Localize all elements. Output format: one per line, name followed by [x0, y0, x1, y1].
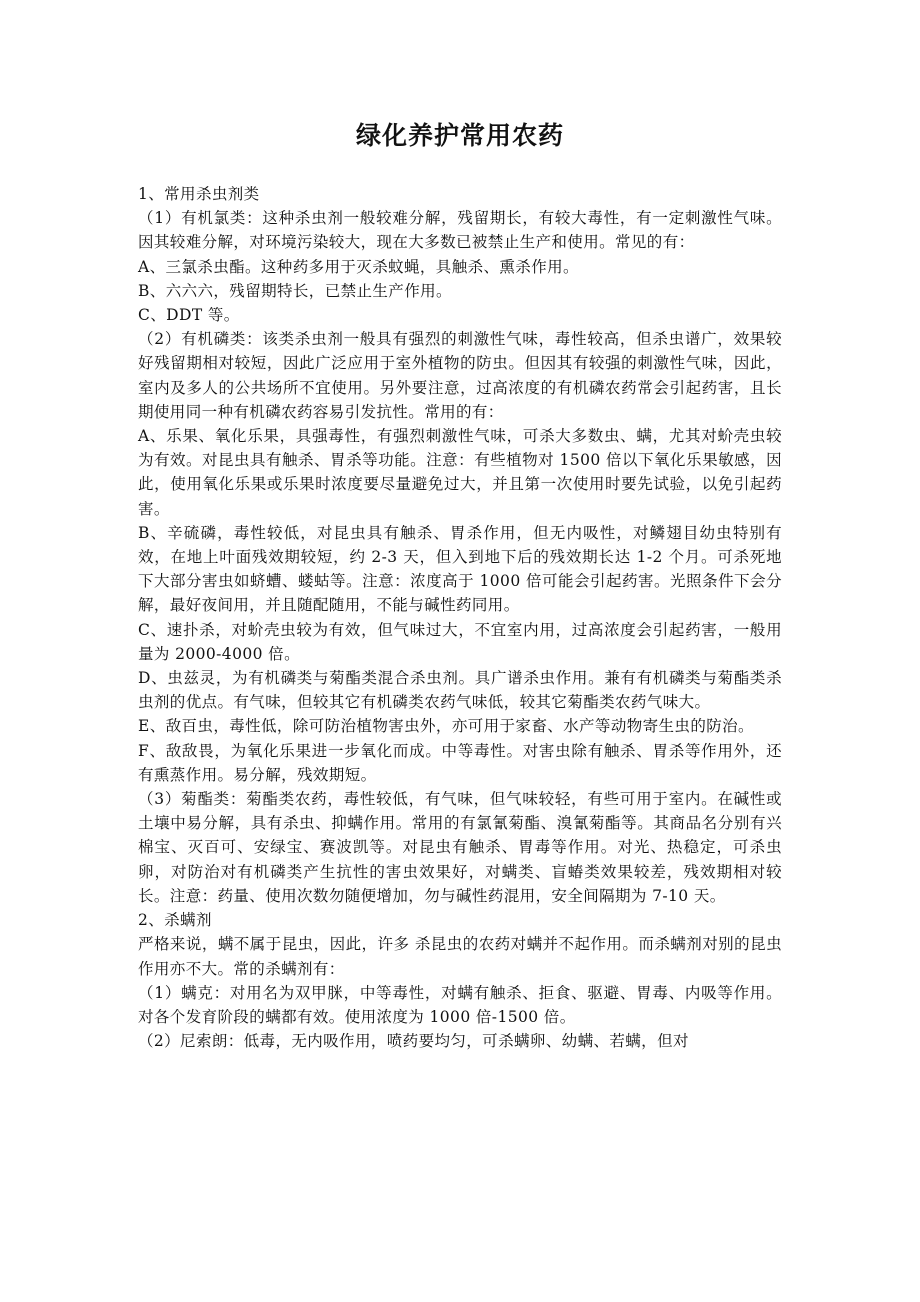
paragraph-amitraz: （1）螨克：对用名为双甲脒，中等毒性，对螨有触杀、拒食、驱避、胃毒、内吸等作用。对各个发育阶段的螨都有效。使用浓度为 1000 倍-1500 倍。	[138, 983, 782, 1026]
section-heading-insecticides: 1、常用杀虫剂类	[138, 185, 260, 203]
paragraph-organophosphorus: （2）有机磷类：该类杀虫剂一般具有强烈的刺激性气味，毒性较高，但杀虫谱广，效果较好残留期相对较短，因此广泛应用于室外植物的防虫。但因其有较强的刺激性气味，因此，室内及多人的公共场所不宜使用。另外要注意，过高浓度的有机磷农药常会引起药害，且长期使用同一种有机磷农药容易引发抗性。常用的有：	[138, 330, 782, 421]
list-item-c: C、DDT 等。	[138, 306, 240, 325]
section-heading-acaricides: 2、杀螨剂	[138, 911, 212, 930]
list-item-e: E、敌百虫，毒性低，除可防治植物害虫外，亦可用于家畜、水产等动物寄生虫的防治。	[138, 717, 754, 736]
list-item-b: B、辛硫磷，毒性较低，对昆虫具有触杀、胃杀作用，但无内吸性，对鳞翅目幼虫特别有效，在地上叶面残效期较短，约 2-3 天，但入到地下后的残效期长达 1-2 个月。可杀死地下大部分害虫如蛴螬、蝼蛄等。注意：浓度高于 1000 倍可能会引起药害。光照条件下会分解，最好夜间用，并且随配随用，不能与碱性药同用。	[138, 523, 782, 615]
paragraph-hexythiazox: （2）尼索朗：低毒，无内吸作用，喷药要均匀，可杀螨卵、幼螨、若螨，但对	[138, 1032, 689, 1051]
list-item-f: F、敌敌畏，为氧化乐果进一步氧化而成。中等毒性。对害虫除有触杀、胃杀等作用外，还有熏蒸作用。易分解，残效期短。	[138, 741, 782, 784]
paragraph-organochlorine: （1）有机氯类：这种杀虫剂一般较难分解，残留期长，有较大毒性，有一定刺激性气味。因其较难分解，对环境污染较大，现在大多数已被禁止生产和使用。常见的有：	[138, 209, 782, 252]
list-item-b: B、六六六，残留期特长，已禁止生产作用。	[138, 281, 452, 300]
paragraph-acaricide-intro: 严格来说，螨不属于昆虫，因此，许多 杀昆虫的农药对螨并不起作用。而杀螨剂对别的昆虫作用亦不大。常的杀螨剂有：	[138, 935, 782, 978]
list-item-a: A、三氯杀虫酯。这种药多用于灭杀蚊蝇，具触杀、熏杀作用。	[138, 257, 579, 276]
list-item-c: C、速扑杀，对蚧壳虫较为有效，但气味过大，不宜室内用，过高浓度会引起药害，一般用量为 2000-4000 倍。	[138, 620, 782, 663]
paragraph-pyrethroid: （3）菊酯类：菊酯类农药，毒性较低，有气味，但气味较轻，有些可用于室内。在碱性或土壤中易分解，具有杀虫、抑螨作用。常用的有氯氰菊酯、溴氰菊酯等。其商品名分别有兴棉宝、灭百可、安绿宝、赛波凯等。对昆虫有触杀、胃毒等作用。对光、热稳定，可杀虫卵，对防治对有机磷类产生抗性的害虫效果好，对螨类、盲蝽类效果较差，残效期相对较长。注意：药量、使用次数勿随便增加，勿与碱性药混用，安全间隔期为 7-10 天。	[138, 790, 782, 905]
list-item-a: A、乐果、氧化乐果，具强毒性，有强烈刺激性气味，可杀大多数虫、螨，尤其对蚧壳虫较为有效。对昆虫具有触杀、胃杀等功能。注意：有些植物对 1500 倍以下氧化乐果敏感，因此，使用氧化乐果或乐果时浓度要尽量避免过大，并且第一次使用时要先试验，以免引起药害。	[138, 427, 782, 518]
list-item-d: D、虫兹灵，为有机磷类与菊酯类混合杀虫剂。具广谱杀虫作用。兼有有机磷类与菊酯类杀虫剂的优点。有气味，但较其它有机磷类农药气味低，较其它菊酯类农药气味大。	[138, 669, 782, 712]
document-title: 绿化养护常用农药	[355, 121, 564, 150]
document-body	[138, 182, 782, 1053]
